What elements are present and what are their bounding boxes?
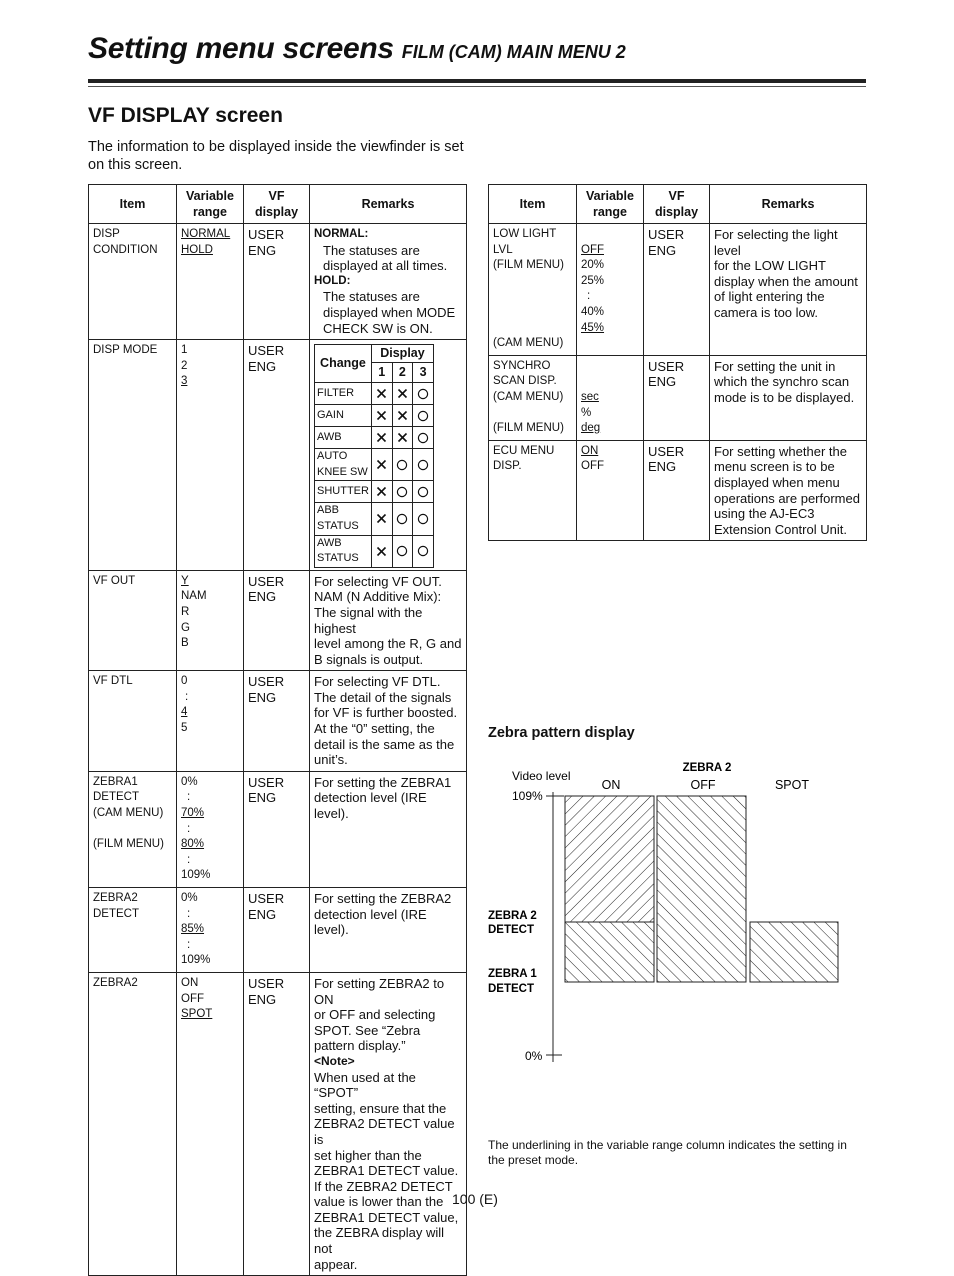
vf-text: USER ENG — [248, 774, 285, 806]
remarks-text: For setting the unit in which the synchro scan mode is to be displayed. — [714, 358, 855, 405]
range-value: 2 — [181, 359, 188, 372]
sub-row-label: FILTER — [315, 383, 372, 405]
section-title: VF DISPLAY screen — [88, 104, 283, 127]
col-range-line1: Variable — [186, 189, 234, 203]
vf-text: USER ENG — [248, 343, 285, 374]
normal-label: NORMAL: — [314, 228, 369, 240]
row-vf — [244, 888, 310, 973]
off-zone — [657, 796, 746, 982]
range-value: : — [187, 938, 191, 951]
sub-row — [315, 383, 434, 405]
spot-label: SPOT — [774, 778, 810, 792]
vf-text: USER ENG — [248, 227, 285, 258]
col-item: Item — [89, 185, 177, 224]
table-row — [89, 340, 467, 571]
item-text: ZEBRA2 DETECT — [93, 892, 139, 920]
range-value: : — [187, 853, 191, 866]
row-remarks — [310, 340, 467, 571]
table-row — [89, 570, 467, 671]
disp-mode-subtable — [314, 344, 434, 568]
col-remarks: Remarks — [310, 185, 467, 224]
range-value: 3 — [181, 375, 188, 388]
cross-icon — [392, 405, 413, 427]
range-value: Y — [181, 574, 189, 587]
note-text: When used at the “SPOT” setting, ensure that the ZEBRA2 DETECT value is set higher than the ZEBRA1 DETECT value. If the ZEBRA2 DETECT value is lower than the ZEBRA1 DETECT value, the ZEBRA display will not appear. — [314, 1069, 459, 1272]
range-value: : — [185, 690, 189, 703]
circle-icon — [413, 427, 434, 449]
row-remarks — [710, 355, 867, 440]
range-value: 4 — [181, 706, 188, 719]
row-remarks — [310, 570, 467, 671]
circle-icon — [392, 449, 413, 481]
right-settings-table — [488, 184, 867, 541]
remarks-text: For selecting VF OUT. NAM (N Additive Mix): The signal with the highest level among the R, G and B signals is output. — [314, 573, 462, 667]
row-item: VF OUT — [89, 570, 177, 671]
col-range-line1: Variable — [586, 189, 634, 203]
col-vf-line1: VF — [268, 189, 285, 203]
range-value: OFF — [181, 992, 204, 1005]
zebra2-detect-line1: ZEBRA 2 — [488, 910, 537, 922]
sub-row-label: AUTO KNEE SW — [315, 449, 372, 481]
header-rule-thin — [88, 86, 866, 87]
row-range — [177, 340, 244, 571]
cross-icon — [371, 481, 392, 503]
sub-row — [315, 427, 434, 449]
row-vf — [644, 355, 710, 440]
row-item — [89, 771, 177, 887]
sub-body — [315, 383, 434, 568]
table-row — [489, 224, 867, 356]
row-range — [577, 355, 644, 440]
range-value: R — [181, 605, 190, 618]
range-value: 109% — [181, 869, 211, 882]
remarks-text: For setting whether the menu screen is to be displayed when menu operations are performed using the AJ-EC3 Extension Control Unit. — [714, 443, 860, 537]
sub-row-label: ABB STATUS — [315, 503, 372, 535]
range-value: 5 — [181, 722, 188, 735]
range-value: 0 — [181, 675, 188, 688]
hold-text: The statuses are displayed when MODE CHECK SW is ON. — [323, 289, 456, 336]
col-vf-line2: display — [254, 205, 299, 219]
row-remarks — [310, 671, 467, 772]
range-value: 85% — [181, 923, 205, 936]
cross-icon — [371, 383, 392, 405]
table-row — [489, 440, 867, 541]
table-row — [89, 888, 467, 973]
item-text: DISP CONDITION — [93, 228, 158, 256]
row-item: VF DTL — [89, 671, 177, 772]
sub-row-label: AWB — [315, 427, 372, 449]
range-value: G — [181, 621, 190, 634]
note-label: <Note> — [314, 1053, 355, 1068]
remarks-text: For setting the ZEBRA2 detection level (IRE level). — [314, 891, 452, 938]
sub-row — [315, 535, 434, 567]
row-vf — [244, 224, 310, 340]
row-vf — [644, 440, 710, 541]
row-range — [177, 771, 244, 887]
row-remarks — [310, 224, 467, 340]
table-row — [89, 771, 467, 887]
row-range — [177, 570, 244, 671]
footnote: The underlining in the variable range column indicates the setting in the preset mode. — [488, 1138, 847, 1167]
row-item — [489, 355, 577, 440]
row-range — [177, 888, 244, 973]
row-item: DISP MODE — [89, 340, 177, 571]
on-lower-zone — [565, 922, 654, 982]
range-value: ON — [581, 444, 599, 457]
circle-icon — [413, 405, 434, 427]
circle-icon — [392, 481, 413, 503]
range-value — [581, 359, 639, 375]
range-value — [581, 227, 639, 243]
circle-icon — [413, 449, 434, 481]
sub-row-label: GAIN — [315, 405, 372, 427]
item-text: ECU MENU DISP. — [493, 444, 555, 473]
page-subtitle: FILM (CAM) MAIN MENU 2 — [401, 42, 626, 62]
cross-icon — [371, 405, 392, 427]
row-vf — [244, 570, 310, 671]
circle-icon — [413, 383, 434, 405]
left-settings-table — [88, 184, 467, 1276]
vf-text: USER ENG — [248, 674, 285, 705]
range-value: sec — [581, 390, 599, 403]
zebra1-detect-line2: DETECT — [488, 983, 534, 995]
col-vf-line1: VF — [668, 189, 685, 203]
range-value: 1 — [181, 344, 188, 357]
col-range-line2: range — [192, 205, 228, 219]
col-vf — [644, 185, 710, 224]
sub-col-2: 2 — [392, 363, 413, 383]
range-value: 20% — [581, 259, 605, 272]
section-intro: The information to be displayed inside the viewfinder is set on this screen. — [88, 139, 464, 173]
col-range — [177, 185, 244, 224]
page-header — [88, 32, 626, 66]
col-range-line2: range — [592, 205, 628, 219]
sub-row-label: AWB STATUS — [315, 535, 372, 567]
row-vf — [244, 671, 310, 772]
sub-row — [315, 405, 434, 427]
remarks-text: For setting the ZEBRA1 detection level (IRE level). — [314, 774, 452, 822]
on-label: ON — [601, 778, 621, 792]
sub-row — [315, 481, 434, 503]
cross-icon — [371, 449, 392, 481]
range-value: 40% — [581, 305, 605, 318]
col-vf-line2: display — [654, 205, 699, 219]
zebra2-detect-line2: DETECT — [488, 924, 534, 936]
range-value: 0% — [181, 775, 198, 788]
table-header-row — [489, 185, 867, 224]
level-109-label: 109% — [512, 789, 543, 803]
sub-header-change: Change — [315, 345, 372, 383]
circle-icon — [413, 535, 434, 567]
circle-icon — [413, 503, 434, 535]
range-value: : — [187, 822, 191, 835]
row-remarks — [710, 224, 867, 356]
row-item: ZEBRA2 — [89, 972, 177, 1275]
row-vf — [644, 224, 710, 356]
range-value: : — [187, 907, 191, 920]
range-value: B — [181, 637, 189, 650]
page-title: Setting menu screens — [88, 32, 394, 65]
range-value: % — [581, 406, 592, 419]
row-vf — [244, 771, 310, 887]
remarks-text: For setting ZEBRA2 to ON or OFF and selecting SPOT. See “Zebra pattern display.” — [314, 975, 445, 1054]
range-value: 25% — [581, 274, 605, 287]
circle-icon — [392, 503, 413, 535]
item-text: LOW LIGHT LVL (FILM MENU) (CAM MENU) — [493, 228, 564, 350]
range-value: 109% — [181, 954, 211, 967]
table-row — [89, 972, 467, 1275]
table-header-row — [89, 185, 467, 224]
cross-icon — [371, 427, 392, 449]
cross-icon — [392, 427, 413, 449]
table-row — [489, 355, 867, 440]
row-remarks — [310, 888, 467, 973]
header-rule-thick — [88, 79, 866, 83]
col-vf — [244, 185, 310, 224]
range-value: 45% — [581, 321, 605, 334]
vf-text: USER ENG — [248, 573, 285, 605]
vf-text: USER ENG — [648, 227, 685, 258]
sub-row — [315, 449, 434, 481]
circle-icon — [392, 535, 413, 567]
sub-col-3: 3 — [413, 363, 434, 383]
row-vf — [244, 340, 310, 571]
range-value: OFF — [581, 243, 604, 256]
sub-col-1: 1 — [371, 363, 392, 383]
row-range — [177, 671, 244, 772]
row-range — [177, 972, 244, 1275]
row-item — [489, 224, 577, 356]
sub-row-label: SHUTTER — [315, 481, 372, 503]
sub-header-display: Display — [371, 345, 433, 363]
range-value: HOLD — [181, 243, 213, 256]
vf-text: USER ENG — [248, 975, 285, 1007]
zebra-diagram — [488, 755, 866, 1075]
item-text: ZEBRA1 DETECT (CAM MENU) (FILM MENU) — [93, 775, 164, 851]
cross-icon — [371, 535, 392, 567]
range-value: SPOT — [181, 1008, 213, 1021]
remarks-text: For selecting the light level for the LOW LIGHT display when the amount of light entering the camera is too low. — [714, 227, 858, 320]
remarks-text: For selecting VF DTL. The detail of the signals for VF is further boosted. At the “0” setting, the detail is the same as the unit’s. — [314, 674, 458, 768]
item-text: SYNCHRO SCAN DISP. (CAM MENU) (FILM MENU) — [493, 359, 564, 435]
sub-row — [315, 503, 434, 535]
video-level-label: Video level — [512, 769, 571, 783]
hold-label: HOLD: — [314, 274, 351, 287]
range-value: 80% — [181, 838, 205, 851]
range-value — [581, 374, 639, 390]
range-value: deg — [581, 422, 601, 435]
zebra1-detect-line1: ZEBRA 1 — [488, 968, 537, 980]
spot-zone — [750, 922, 838, 982]
zebra2-label: ZEBRA 2 — [682, 762, 732, 774]
range-value: : — [187, 791, 191, 804]
row-item — [89, 224, 177, 340]
cross-icon — [371, 503, 392, 535]
vf-text: USER ENG — [248, 891, 285, 922]
vf-text: USER ENG — [648, 358, 685, 390]
level-0-label: 0% — [525, 1049, 543, 1063]
range-value: NAM — [181, 590, 207, 603]
row-range — [577, 440, 644, 541]
row-range — [577, 224, 644, 356]
circle-icon — [413, 481, 434, 503]
range-value: ON — [181, 976, 199, 989]
row-item — [89, 888, 177, 973]
off-label: OFF — [690, 778, 716, 792]
row-range — [177, 224, 244, 340]
row-vf — [244, 972, 310, 1275]
range-value: NORMAL — [181, 228, 231, 240]
table-row — [89, 671, 467, 772]
row-remarks — [710, 440, 867, 541]
col-remarks: Remarks — [710, 185, 867, 224]
col-range — [577, 185, 644, 224]
on-upper-zone — [565, 796, 654, 922]
range-value: 70% — [181, 807, 205, 820]
cross-icon — [392, 383, 413, 405]
row-remarks — [310, 771, 467, 887]
range-value: 0% — [181, 892, 198, 904]
table-row — [89, 224, 467, 340]
col-item: Item — [489, 185, 577, 224]
vf-text: USER ENG — [648, 443, 685, 475]
range-value: : — [587, 290, 591, 303]
page-number: 100 (E) — [452, 1191, 498, 1207]
normal-text: The statuses are displayed at all times. — [323, 242, 448, 274]
row-item — [489, 440, 577, 541]
row-remarks — [310, 972, 467, 1275]
range-value: OFF — [581, 460, 604, 473]
zebra-title: Zebra pattern display — [488, 725, 635, 741]
